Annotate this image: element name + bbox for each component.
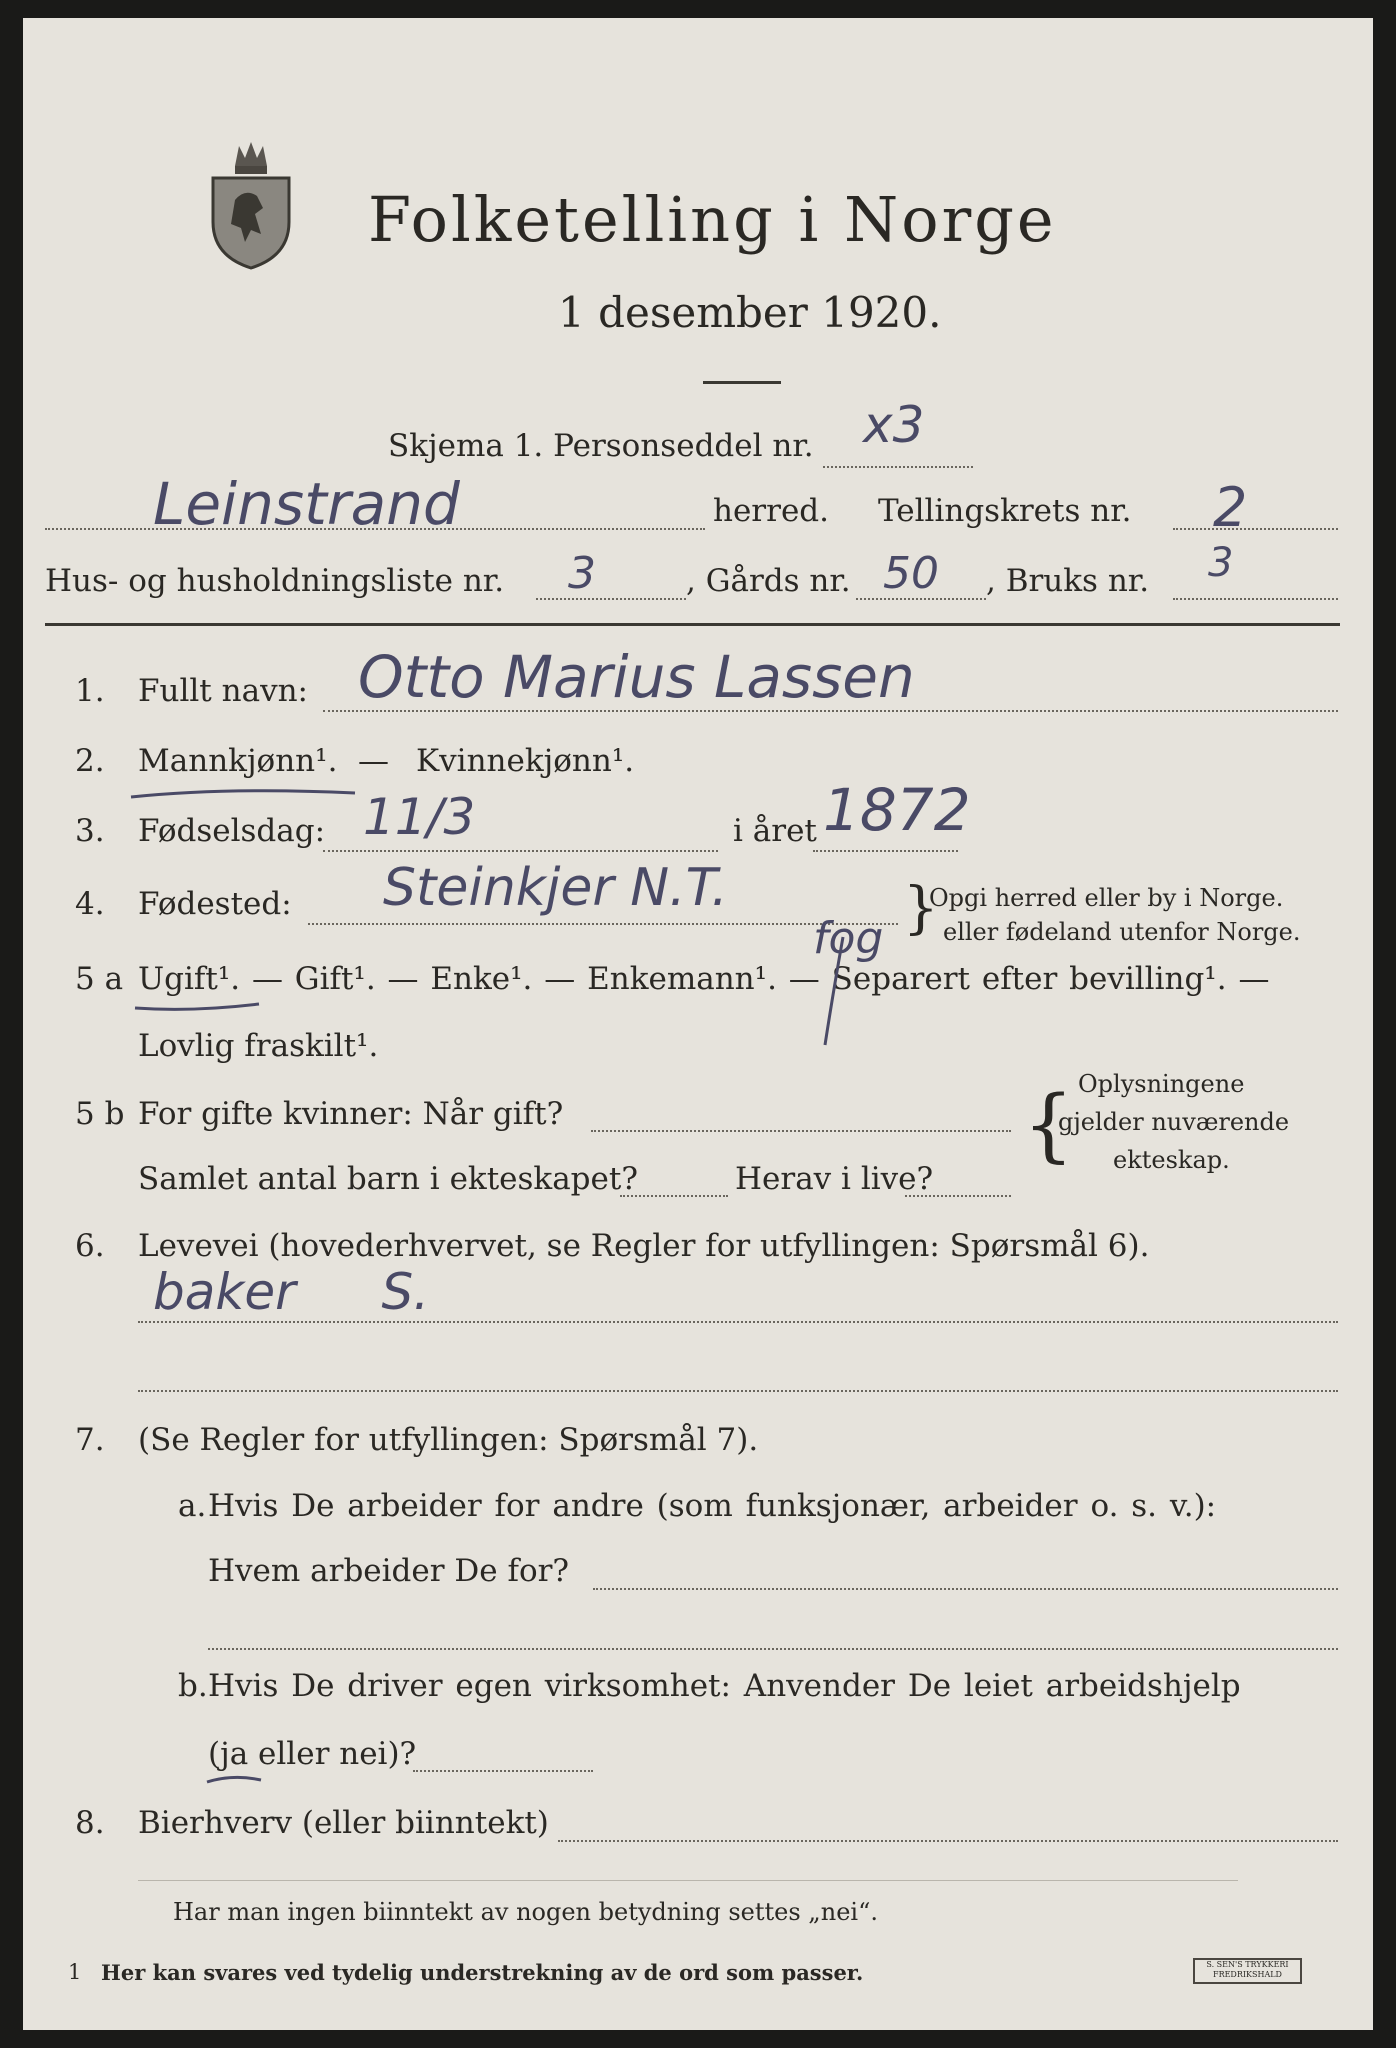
- q7a-letter: a.: [178, 1488, 207, 1524]
- q2-number: 2.: [75, 743, 105, 779]
- ja-underline-mark: [205, 1770, 265, 1790]
- schema-value[interactable]: x3: [863, 396, 925, 454]
- q5b-note-3: ekteskap.: [1113, 1146, 1230, 1174]
- birthday-value[interactable]: 11/3: [363, 788, 476, 846]
- q5b-brace: {: [1023, 1078, 1074, 1171]
- herred-value[interactable]: Leinstrand: [153, 470, 460, 538]
- hus-field-line: [536, 598, 686, 600]
- q8-divider: [138, 1880, 1238, 1881]
- q3-number: 3.: [75, 813, 105, 849]
- tellingskrets-label: Tellingskrets nr.: [878, 493, 1132, 529]
- birthplace-field-line: [308, 923, 898, 925]
- married-when-field-line: [591, 1130, 1011, 1132]
- q7-number: 7.: [75, 1422, 105, 1458]
- q7-label: (Se Regler for utfyllingen: Spørsmål 7).: [138, 1422, 759, 1458]
- printer-stamp: S. SEN'S TRYKKERI FREDRIKSHALD: [1193, 1958, 1302, 1984]
- ugift-underline-mark: [133, 998, 263, 1016]
- q7b-line-1: Hvis De driver egen virksomhet: Anvender De leiet arbeidshjelp: [208, 1668, 1241, 1704]
- q4-note-2: eller fødeland utenfor Norge.: [943, 918, 1301, 946]
- no-income-note: Har man ingen biinntekt av nogen betydning settes „nei“.: [173, 1898, 878, 1926]
- option-mannkjonn[interactable]: Mannkjønn¹.: [138, 743, 338, 779]
- birthyear-field-line: [813, 850, 958, 852]
- q3-label: Fødselsdag:: [138, 813, 326, 849]
- occupation-field-line-1: [138, 1321, 1338, 1323]
- q7a-line-1: Hvis De arbeider for andre (som funksjonær, arbeider o. s. v.):: [208, 1488, 1217, 1524]
- q5b-number: 5 b: [75, 1096, 125, 1132]
- bruks-value[interactable]: 3: [1208, 540, 1234, 586]
- herred-label: herred.: [713, 493, 829, 529]
- title-divider: [703, 381, 781, 384]
- bruks-field-line: [1173, 598, 1338, 600]
- q8-number: 8.: [75, 1805, 105, 1841]
- census-form-sheet: [23, 18, 1373, 2030]
- tellingskrets-field-line: [1173, 528, 1338, 530]
- gards-value[interactable]: 50: [883, 548, 939, 599]
- option-lovlig-fraskilt[interactable]: Lovlig fraskilt¹.: [138, 1028, 379, 1064]
- occupation-value[interactable]: baker S.: [153, 1263, 430, 1321]
- marital-status-options[interactable]: Ugift¹. — Gift¹. — Enke¹. — Enkemann¹. — Separert efter bevilling¹. —: [138, 961, 1270, 997]
- q5b-note-2: gjelder nuværende: [1058, 1108, 1290, 1136]
- mannkjonn-underline-mark: [129, 783, 359, 803]
- q5b-children-label: Samlet antal barn i ekteskapet?: [138, 1161, 638, 1197]
- q2-dash: —: [358, 743, 389, 779]
- q7a-line-2: Hvem arbeider De for?: [208, 1553, 570, 1589]
- birthplace-value[interactable]: Steinkjer N.T.: [383, 858, 728, 918]
- q1-value[interactable]: Otto Marius Lassen: [358, 643, 915, 711]
- employer-field-line-2: [208, 1648, 1338, 1650]
- side-income-field-line: [558, 1840, 1338, 1842]
- census-date: 1 desember 1920.: [558, 288, 942, 337]
- footnote-number: 1: [68, 1960, 82, 1984]
- q7b-line-2: (ja eller nei)?: [208, 1736, 417, 1772]
- employer-field-line-1: [593, 1588, 1338, 1590]
- q3-year-label: i året: [733, 813, 817, 849]
- q4-label: Fødested:: [138, 886, 292, 922]
- q7b-letter: b.: [178, 1668, 208, 1704]
- footnote-text: Her kan svares ved tydelig understrekning av de ord som passer.: [101, 1960, 864, 1985]
- hus-value[interactable]: 3: [568, 548, 596, 599]
- bruks-label: , Bruks nr.: [986, 563, 1150, 599]
- gards-label: , Gårds nr.: [686, 563, 851, 599]
- hired-help-field-line: [413, 1770, 593, 1772]
- q5b-alive-label: Herav i live?: [735, 1161, 934, 1197]
- q4-brace: }: [903, 876, 939, 941]
- occupation-field-line-2: [138, 1390, 1338, 1392]
- option-kvinnekjonn[interactable]: Kvinnekjønn¹.: [416, 743, 635, 779]
- tellingskrets-value[interactable]: 2: [1213, 476, 1248, 539]
- q8-label: Bierhverv (eller biinntekt): [138, 1805, 549, 1841]
- children-field-line: [620, 1195, 728, 1197]
- header-divider: [45, 623, 1340, 626]
- q1-label: Fullt navn:: [138, 673, 308, 709]
- q4-number: 4.: [75, 886, 105, 922]
- q1-number: 1.: [75, 673, 105, 709]
- q6-label: Levevei (hovederhvervet, se Regler for utfyllingen: Spørsmål 6).: [138, 1228, 1150, 1264]
- schema-label: Skjema 1. Personseddel nr.: [388, 428, 814, 464]
- form-title: Folketelling i Norge: [368, 183, 1057, 256]
- q5a-number: 5 a: [75, 961, 124, 997]
- birthyear-value[interactable]: 1872: [823, 776, 971, 844]
- q5b-line-1: For gifte kvinner: Når gift?: [138, 1096, 564, 1132]
- stroke-mark: [813, 933, 853, 1053]
- birthday-field-line: [323, 850, 718, 852]
- q5b-note-1: Oplysningene: [1078, 1070, 1245, 1098]
- schema-field-line: [823, 466, 973, 468]
- alive-field-line: [905, 1195, 1011, 1197]
- hus-label: Hus- og husholdningsliste nr.: [45, 563, 505, 599]
- coat-of-arms-icon: [205, 138, 297, 270]
- q4-note-1: Opgi herred eller by i Norge.: [929, 884, 1284, 912]
- birthplace-value-2[interactable]: fog: [813, 913, 884, 964]
- q6-number: 6.: [75, 1228, 105, 1264]
